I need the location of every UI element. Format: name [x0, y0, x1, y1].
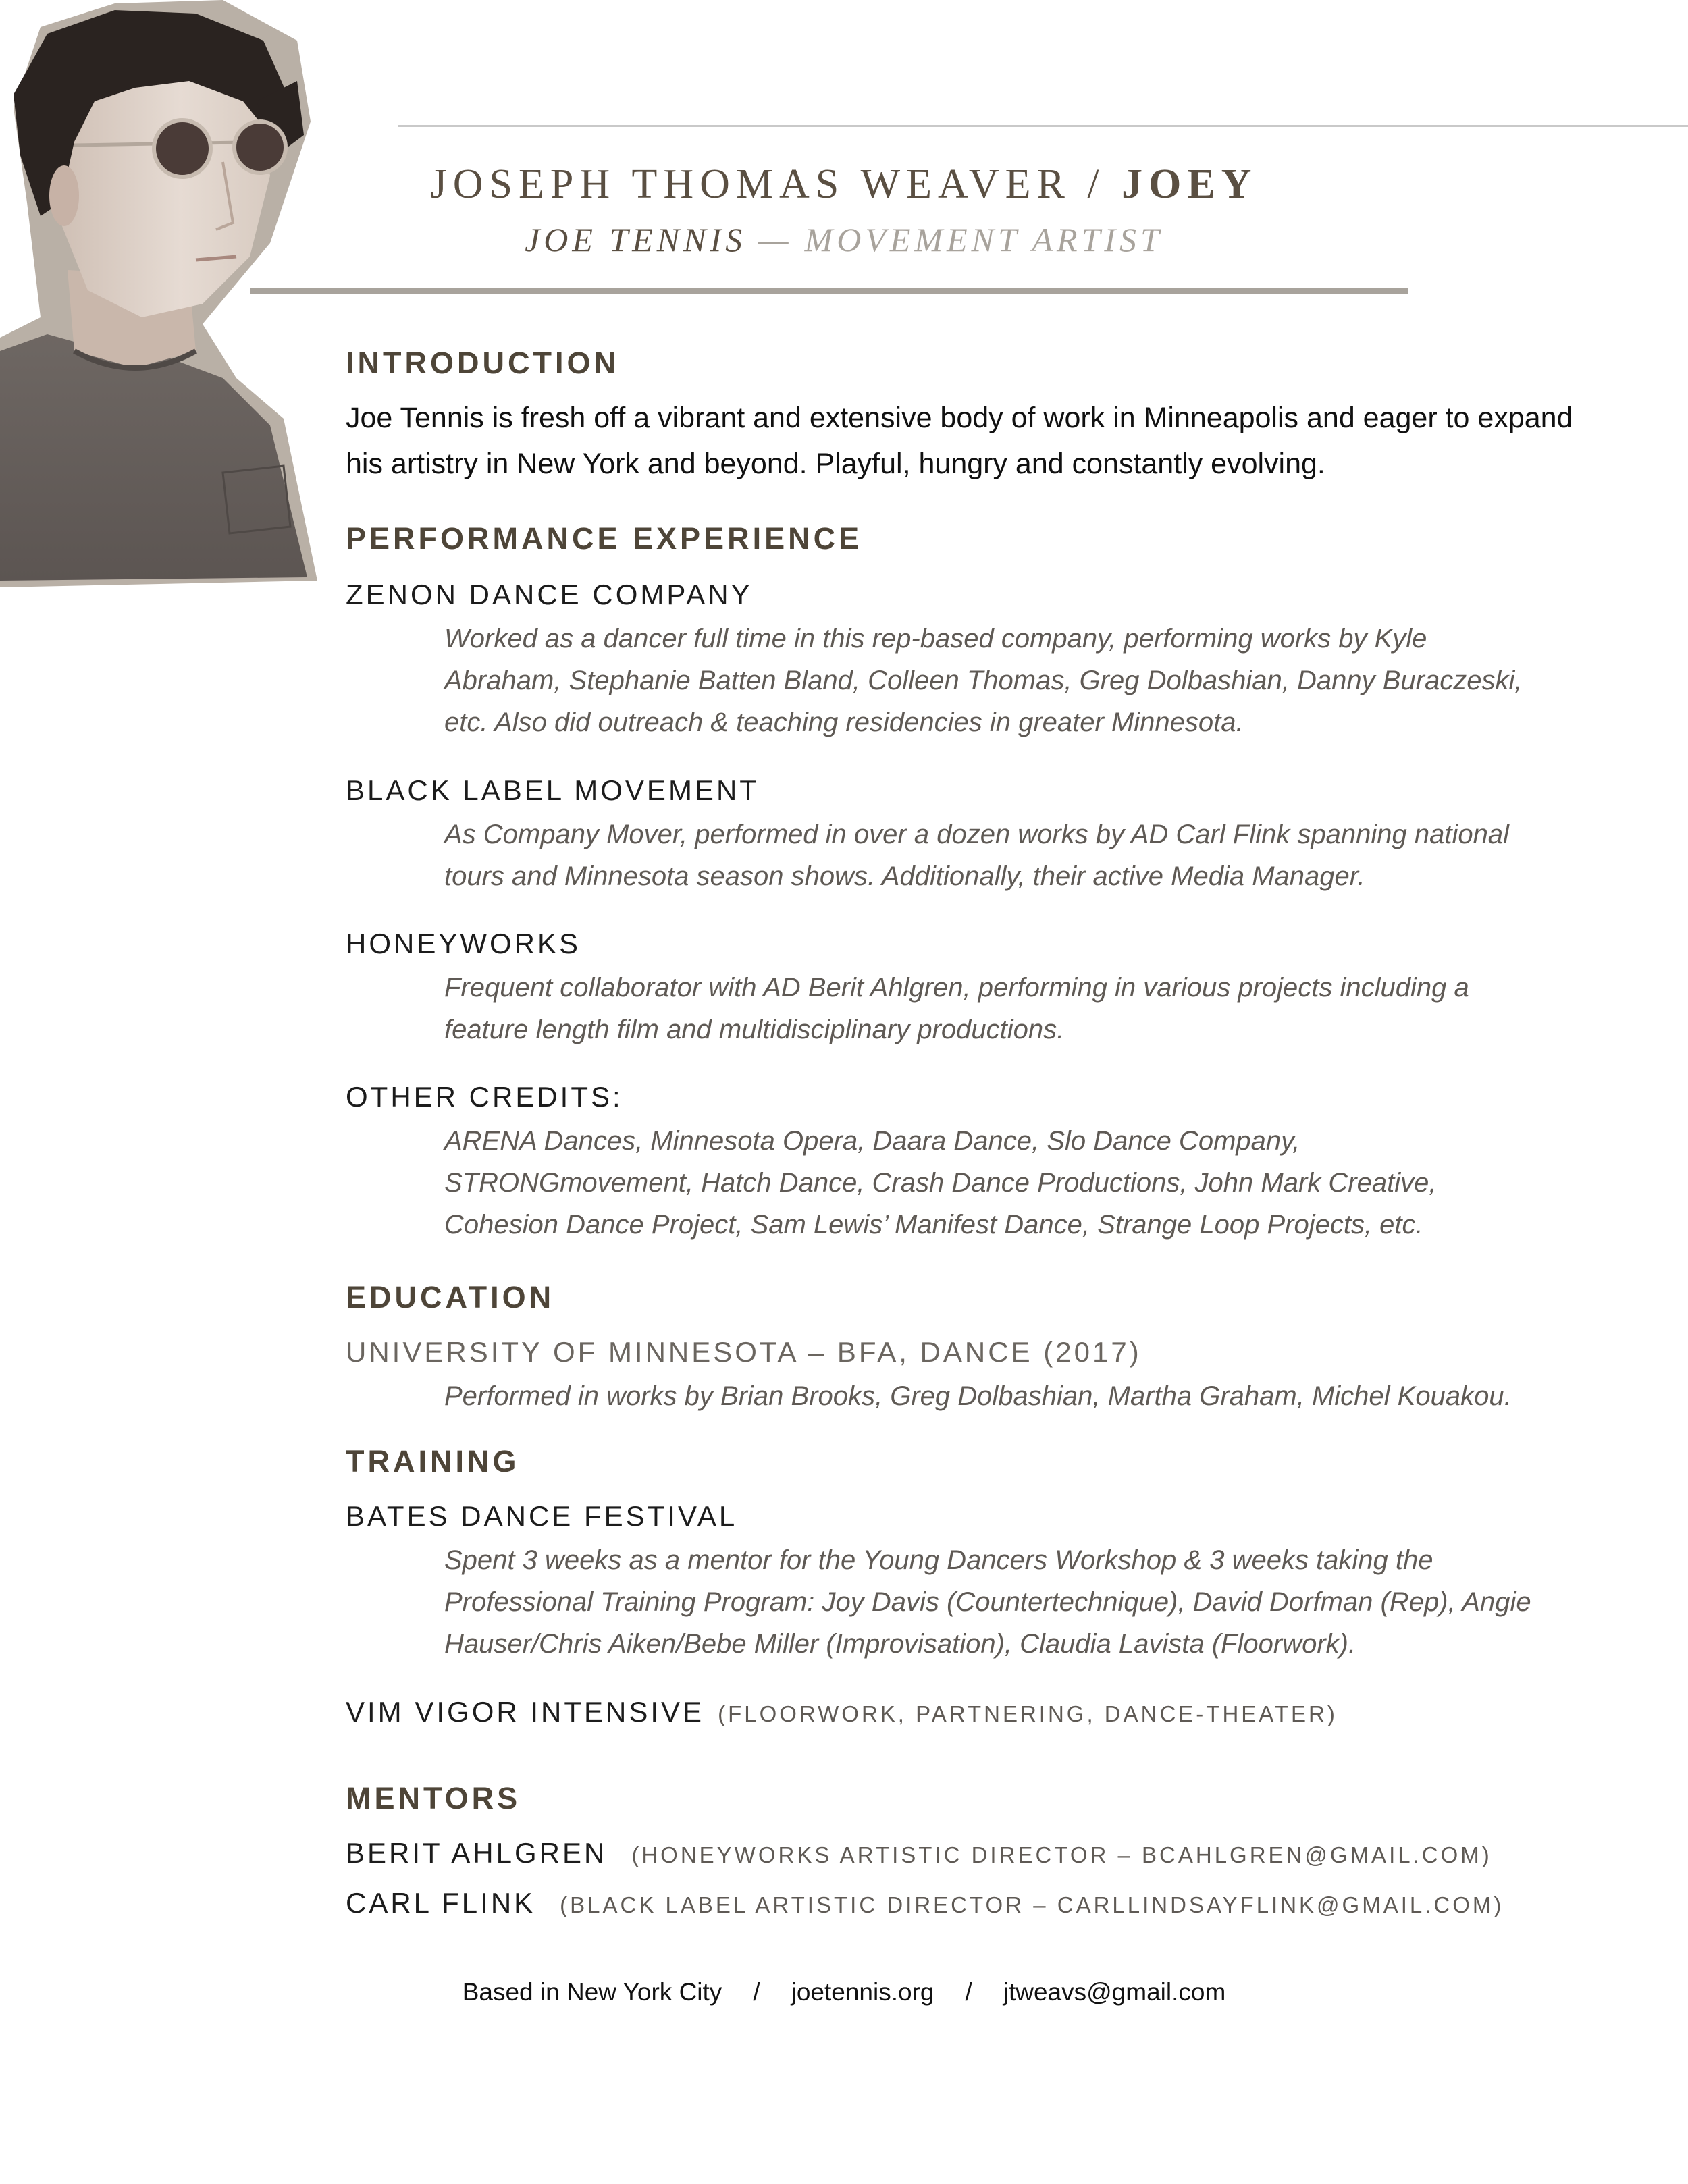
footer-website-link[interactable]: joetennis.org: [791, 1978, 934, 2006]
entry-title-other-credits: OTHER CREDITS:: [346, 1081, 623, 1113]
role-separator: —: [758, 221, 793, 259]
entry-title-zenon: ZENON DANCE COMPANY: [346, 579, 753, 610]
entry-description-black-label: As Company Mover, performed in over a dozen works by AD Carl Flink spanning national tours and Minnesota season shows. Additionally, their active Media Manager.: [444, 820, 1510, 891]
mentors-heading: MENTORS: [346, 1781, 521, 1815]
entry-title-honeyworks: HONEYWORKS: [346, 928, 581, 959]
mentor-name: CARL FLINK: [346, 1887, 536, 1919]
subtitle: [0, 217, 1688, 262]
nickname: JOEY: [1122, 161, 1258, 207]
entry-description-honeyworks: Frequent collaborator with AD Berit Ahlgren, performing in various projects including a feature length film and multidisciplinary productions.: [444, 973, 1469, 1044]
mentor-note: (BLACK LABEL ARTISTIC DIRECTOR – CARLLINDSAYFLINK@GMAIL.COM): [560, 1892, 1504, 1917]
introduction-heading: INTRODUCTION: [346, 346, 619, 380]
vim-vigor-note: (FLOORWORK, PARTNERING, DANCE-THEATER): [718, 1701, 1338, 1726]
mentor-note: (HONEYWORKS ARTISTIC DIRECTOR – BCAHLGREN@GMAIL.COM): [631, 1842, 1492, 1867]
name-separator: /: [1087, 161, 1105, 207]
performance-heading: PERFORMANCE EXPERIENCE: [346, 521, 863, 556]
training-heading: TRAINING: [346, 1444, 520, 1479]
header-top-rule: [398, 125, 1688, 127]
name-heading: [0, 157, 1688, 211]
full-name: JOSEPH THOMAS WEAVER: [430, 161, 1071, 207]
header-bottom-rule: [250, 288, 1408, 294]
entry-title-black-label: BLACK LABEL MOVEMENT: [346, 774, 760, 806]
entry-description-bates: Spent 3 weeks as a mentor for the Young Dancers Workshop & 3 weeks taking the Professional Training Program: Joy Davis (Countertechnique), David Dorfman (Rep), Angie Hauser/Chris Aiken/Bebe Miller (Improvisation), Claudia Lavista (Floorwork).: [444, 1545, 1531, 1659]
mentor-name: BERIT AHLGREN: [346, 1837, 608, 1869]
education-heading: EDUCATION: [346, 1280, 555, 1314]
footer: [0, 1975, 1688, 2009]
vim-vigor-name: VIM VIGOR INTENSIVE: [346, 1696, 705, 1728]
mentor-berit: [346, 1834, 1492, 1874]
footer-email-link[interactable]: jtweavs@gmail.com: [1003, 1978, 1226, 2006]
education-description: Performed in works by Brian Brooks, Greg Dolbashian, Martha Graham, Michel Kouakou.: [444, 1381, 1512, 1411]
entry-description-other-credits: ARENA Dances, Minnesota Opera, Daara Dance, Slo Dance Company, STRONGmovement, Hatch Dance, Crash Dance Productions, John Mark Creative, Cohesion Dance Project, Sam Lewis’ Manifest Dance, Strange Loop Projects, etc.: [444, 1126, 1437, 1240]
entry-description-zenon: Worked as a dancer full time in this rep-based company, performing works by Kyle Abraham, Stephanie Batten Bland, Colleen Thomas, Greg Dolbashian, Danny Buraczeski, etc. Also did outreach & teaching residencies in greater Minnesota.: [444, 624, 1523, 737]
footer-separator: /: [965, 1978, 972, 2006]
alias: JOE TENNIS: [525, 221, 747, 259]
footer-separator: /: [753, 1978, 760, 2006]
portrait-photo: [0, 0, 324, 587]
education-title: UNIVERSITY OF MINNESOTA – BFA, DANCE (2017): [346, 1336, 1142, 1368]
mentor-carl: [346, 1884, 1504, 1924]
footer-location: Based in New York City: [462, 1978, 722, 2006]
entry-title-vim-vigor: [346, 1693, 1338, 1733]
role: MOVEMENT ARTIST: [804, 221, 1163, 259]
entry-title-bates: BATES DANCE FESTIVAL: [346, 1500, 738, 1532]
introduction-text: Joe Tennis is fresh off a vibrant and extensive body of work in Minneapolis and eager to expand his artistry in New York and beyond. Playful, hungry and constantly evolving.: [346, 402, 1573, 480]
